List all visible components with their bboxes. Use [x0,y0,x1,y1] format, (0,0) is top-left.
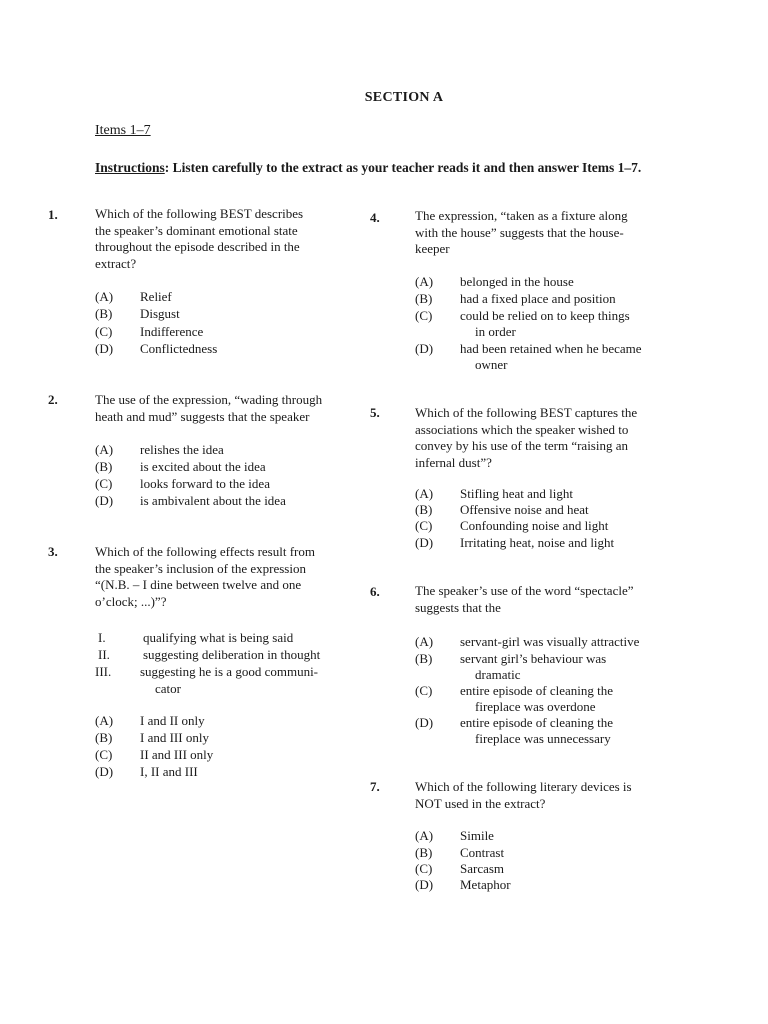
option-letter: (C) [95,476,113,491]
option-b [95,459,266,476]
question-stem [415,779,632,812]
option-letter: (A) [415,634,434,649]
option-text: is ambivalent about the idea [140,493,286,508]
option-d [415,715,613,732]
option-letter: (B) [415,502,433,517]
option-c [415,518,608,535]
option-continuation: in order [475,324,516,339]
statement-ii [98,647,320,664]
option-a [415,634,639,651]
question-stem [95,392,322,425]
option-letter: (B) [95,459,113,474]
option-text: Metaphor [460,877,511,892]
option-letter: (A) [415,274,434,289]
option-letter: (D) [415,535,434,550]
statement-i [98,630,293,647]
statement-numeral: II. [98,647,110,662]
stem-line: The speaker’s use of the word “spectacle” [415,583,634,598]
option-text: looks forward to the idea [140,476,270,491]
option-letter: (C) [415,308,433,323]
option-letter: (A) [415,486,434,501]
stem-line: associations which the speaker wished to [415,421,629,437]
section-title: SECTION A [364,90,444,105]
question-stem [415,405,637,471]
option-text: belonged in the house [460,274,574,289]
question-number: 3. [48,544,58,559]
instructions-lead: Instructions [95,160,165,175]
statement-numeral: I. [98,630,106,645]
option-letter: (C) [95,324,113,339]
option-letter: (C) [95,747,113,762]
option-b [415,845,504,862]
option-text: Contrast [460,845,505,860]
option-b [95,306,180,323]
stem-line: convey by his use of the term “raising an [415,438,628,453]
option-text: Stifling heat and light [460,486,574,501]
stem-line: the speaker’s inclusion of the expression [95,560,306,576]
statement-numeral: III. [95,664,112,679]
option-text: entire episode of cleaning the [460,683,614,698]
statement-continuation: cator [155,681,181,696]
option-letter: (B) [95,730,113,745]
stem-line: The expression, “taken as a fixture along [415,208,628,223]
option-b [415,502,589,519]
option-b [95,730,209,747]
option-text: Simile [460,828,494,843]
option-letter: (D) [415,877,434,892]
stem-line: Which of the following literary devices is [415,779,632,794]
option-letter: (D) [415,715,434,730]
option-letter: (B) [415,291,433,306]
option-letter: (D) [415,341,434,356]
option-letter: (A) [415,828,434,843]
option-letter: (D) [95,341,114,356]
stem-line: suggests that the [415,599,501,615]
statement-text: suggesting he is a good communi- [140,664,319,679]
stem-line: NOT used in the extract? [415,795,546,811]
stem-line: “(N.B. – I dine between twelve and one [95,577,302,592]
option-c [95,324,203,341]
option-text: Sarcasm [460,861,505,876]
stem-line: Which of the following effects result from [95,544,315,559]
option-letter: (B) [415,651,433,666]
option-a [415,828,494,845]
option-text: Offensive noise and heat [460,502,589,517]
option-c [415,683,613,700]
option-d [415,877,511,894]
option-d [95,493,286,510]
option-text: could be relied on to keep things [460,308,630,323]
stem-line: extract? [95,255,137,271]
question-number: 2. [48,392,58,407]
stem-line: Which of the following BEST describes [95,206,304,221]
instructions [95,160,641,176]
stem-line: o’clock; ...)”? [95,593,167,609]
stem-line: keeper [415,241,450,256]
option-text: Conflictedness [140,341,218,356]
instructions-text: : Listen carefully to the extract as your teacher reads it and then answer Items 1–7. [164,160,642,175]
option-text: servant-girl was visually attractive [460,634,640,649]
question-number: 7. [370,779,380,794]
question-stem [95,206,303,272]
option-a [95,713,205,730]
option-a [95,289,172,306]
statement-iii [95,664,318,681]
option-text: relishes the idea [140,442,224,457]
option-c [415,861,504,878]
option-text: Confounding noise and light [460,518,609,533]
statement-text: qualifying what is being said [143,630,294,645]
question-number: 4. [370,210,380,225]
question-number: 5. [370,405,380,420]
option-text: Disgust [140,306,180,321]
option-letter: (A) [95,442,114,457]
option-c [95,747,213,764]
option-a [95,442,224,459]
option-continuation: fireplace was overdone [475,699,596,714]
option-d [95,341,217,358]
option-text: had a fixed place and position [460,291,616,306]
statement-text: suggesting deliberation in thought [143,647,321,662]
option-c [415,308,630,325]
option-letter: (C) [415,861,433,876]
option-text: had been retained when he became [460,341,642,356]
option-text: servant girl’s behaviour was [460,651,607,666]
option-letter: (A) [95,289,114,304]
option-text: II and III only [140,747,214,762]
option-b [415,651,606,668]
option-continuation: owner [475,357,508,372]
option-b [415,291,616,308]
stem-line: with the house” suggests that the house- [415,224,624,240]
question-stem [415,583,634,616]
question-stem [415,208,628,258]
stem-line: infernal dust”? [415,454,492,470]
option-a [415,274,574,291]
option-text: I and III only [140,730,209,745]
option-text: is excited about the idea [140,459,266,474]
question-stem [95,544,315,610]
option-text: I and II only [140,713,205,728]
option-d [415,535,614,552]
option-letter: (B) [95,306,113,321]
option-letter: (C) [415,683,433,698]
option-letter: (A) [95,713,114,728]
option-continuation: dramatic [475,667,521,682]
option-letter: (B) [415,845,433,860]
items-label: Items 1–7 [95,123,151,138]
option-text: entire episode of cleaning the [460,715,614,730]
option-a [415,486,573,503]
stem-line: Which of the following BEST captures the [415,405,638,420]
option-text: I, II and III [140,764,198,779]
stem-line: the speaker’s dominant emotional state [95,222,298,238]
option-letter: (D) [95,493,114,508]
option-continuation: fireplace was unnecessary [475,731,611,746]
question-number: 6. [370,584,380,599]
question-number: 1. [48,207,58,222]
option-c [95,476,270,493]
option-letter: (C) [415,518,433,533]
stem-line: throughout the episode described in the [95,239,300,254]
option-text: Indifference [140,324,204,339]
option-text: Irritating heat, noise and light [460,535,615,550]
stem-line: The use of the expression, “wading through [95,392,323,407]
option-d [95,764,198,781]
option-d [415,341,642,358]
option-text: Relief [140,289,172,304]
stem-line: heath and mud” suggests that the speaker [95,408,310,424]
option-letter: (D) [95,764,114,779]
